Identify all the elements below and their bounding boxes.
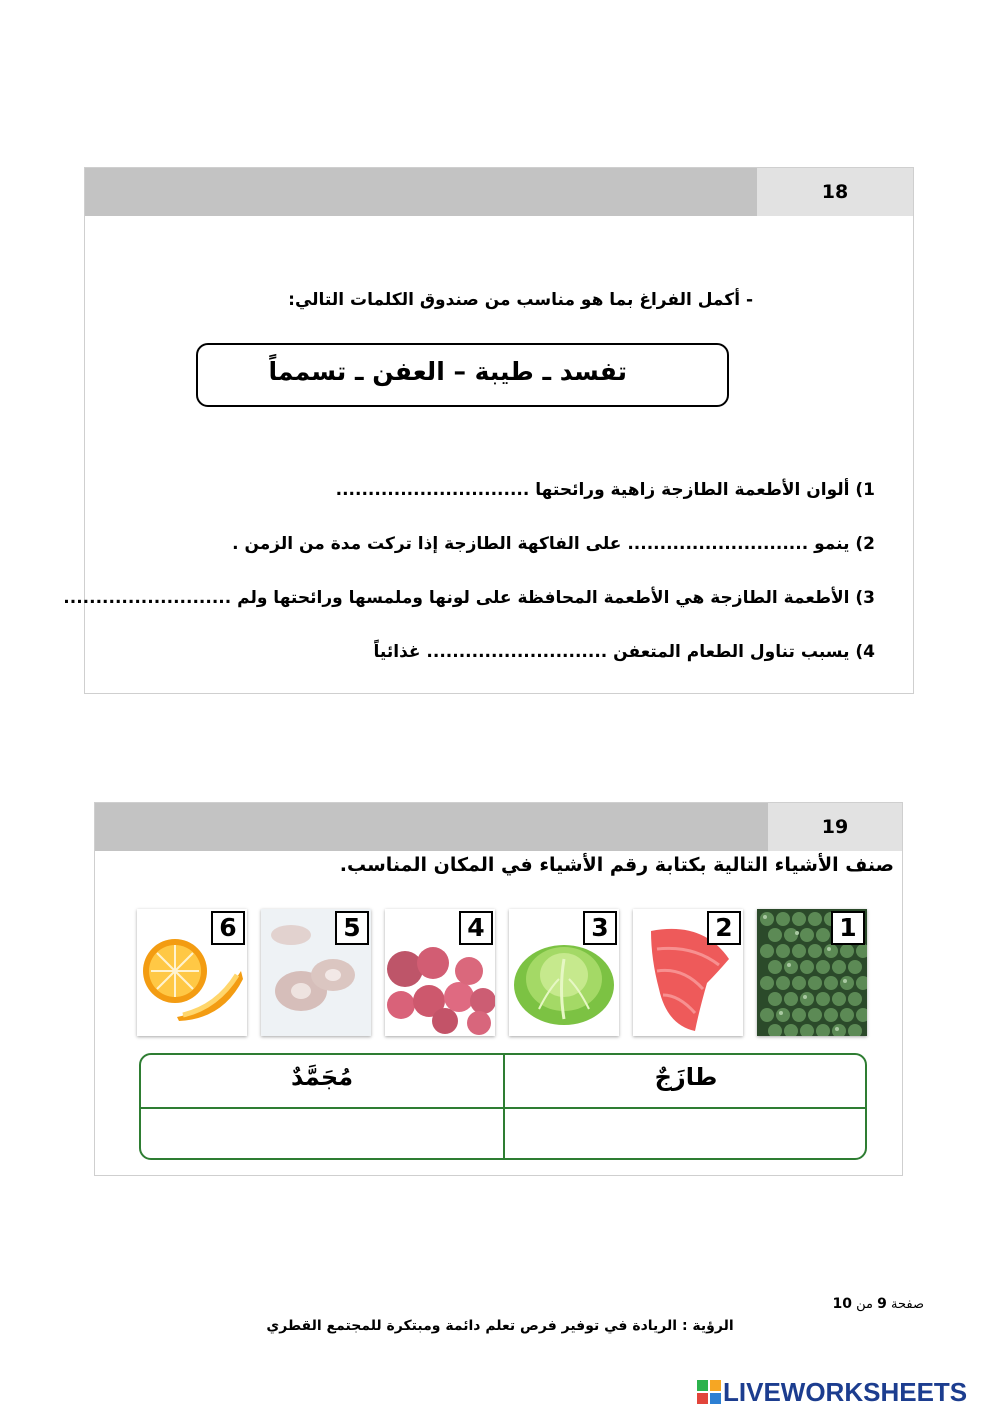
frozen-fish-picture bbox=[261, 909, 371, 1036]
frozen-header: مُجَمَّدٌ bbox=[290, 1063, 354, 1091]
fill-item-2: 2) ينمو ............................ على الفاكهة الطازجة إذا تركت مدة من الزمن . bbox=[232, 534, 875, 554]
question-instruction: - أكمل الفراغ بما هو مناسب من صندوق الكلمات التالي: bbox=[288, 290, 753, 310]
picture-number-3: 3 bbox=[583, 911, 617, 945]
orange-picture bbox=[137, 909, 247, 1036]
word-box-words: تفسد ـ طيبة – العفن ـ تسمماً bbox=[268, 357, 627, 386]
picture-number-1: 1 bbox=[831, 911, 865, 945]
vision-text: الرؤية : الريادة في توفير فرص تعلم دائمة ومبتكرة للمجتمع القطري bbox=[266, 1318, 734, 1334]
word-box bbox=[196, 343, 729, 407]
page-number: 9 bbox=[877, 1296, 887, 1312]
question-number: 18 bbox=[757, 168, 913, 216]
page-label: صفحة bbox=[886, 1297, 924, 1312]
page-indicator bbox=[833, 1296, 924, 1312]
lettuce-picture bbox=[509, 909, 619, 1036]
picture-number-5: 5 bbox=[335, 911, 369, 945]
frozen-answer-cell[interactable] bbox=[141, 1109, 503, 1160]
picture-number-4: 4 bbox=[459, 911, 493, 945]
picture-number-2: 2 bbox=[707, 911, 741, 945]
fill-item-4: 4) يسبب تناول الطعام المتعفن ............................ غذائياً bbox=[373, 642, 875, 662]
berries-picture bbox=[385, 909, 495, 1036]
question-number: 19 bbox=[768, 803, 902, 851]
fill-item-1: 1) ألوان الأطعمة الطازجة زاهية ورائحتها .............................. bbox=[335, 480, 875, 500]
tuna-picture bbox=[633, 909, 743, 1036]
classification-table bbox=[139, 1053, 867, 1160]
page-total: 10 bbox=[832, 1296, 852, 1312]
logo-text: LIVEWORKSHEETS bbox=[723, 1376, 968, 1407]
page-of-label: من bbox=[852, 1297, 873, 1312]
picture-number-6: 6 bbox=[211, 911, 245, 945]
question-19-panel bbox=[94, 802, 903, 1176]
peas-picture bbox=[757, 909, 867, 1036]
liveworksheets-logo bbox=[697, 1378, 967, 1406]
fresh-answer-cell[interactable] bbox=[505, 1109, 867, 1160]
fresh-header: طازَجٌ bbox=[654, 1063, 718, 1091]
question-instruction: صنف الأشياء التالية بكتابة رقم الأشياء في المكان المناسب. bbox=[339, 854, 894, 876]
vision-statement bbox=[0, 1318, 1000, 1334]
question-18-panel bbox=[63, 167, 914, 694]
logo-icon bbox=[697, 1380, 721, 1404]
fill-item-3: 3) الأطعمة الطازجة هي الأطعمة المحافظة على لونها وملمسها ورائحتها ولم .......................... bbox=[63, 588, 875, 608]
